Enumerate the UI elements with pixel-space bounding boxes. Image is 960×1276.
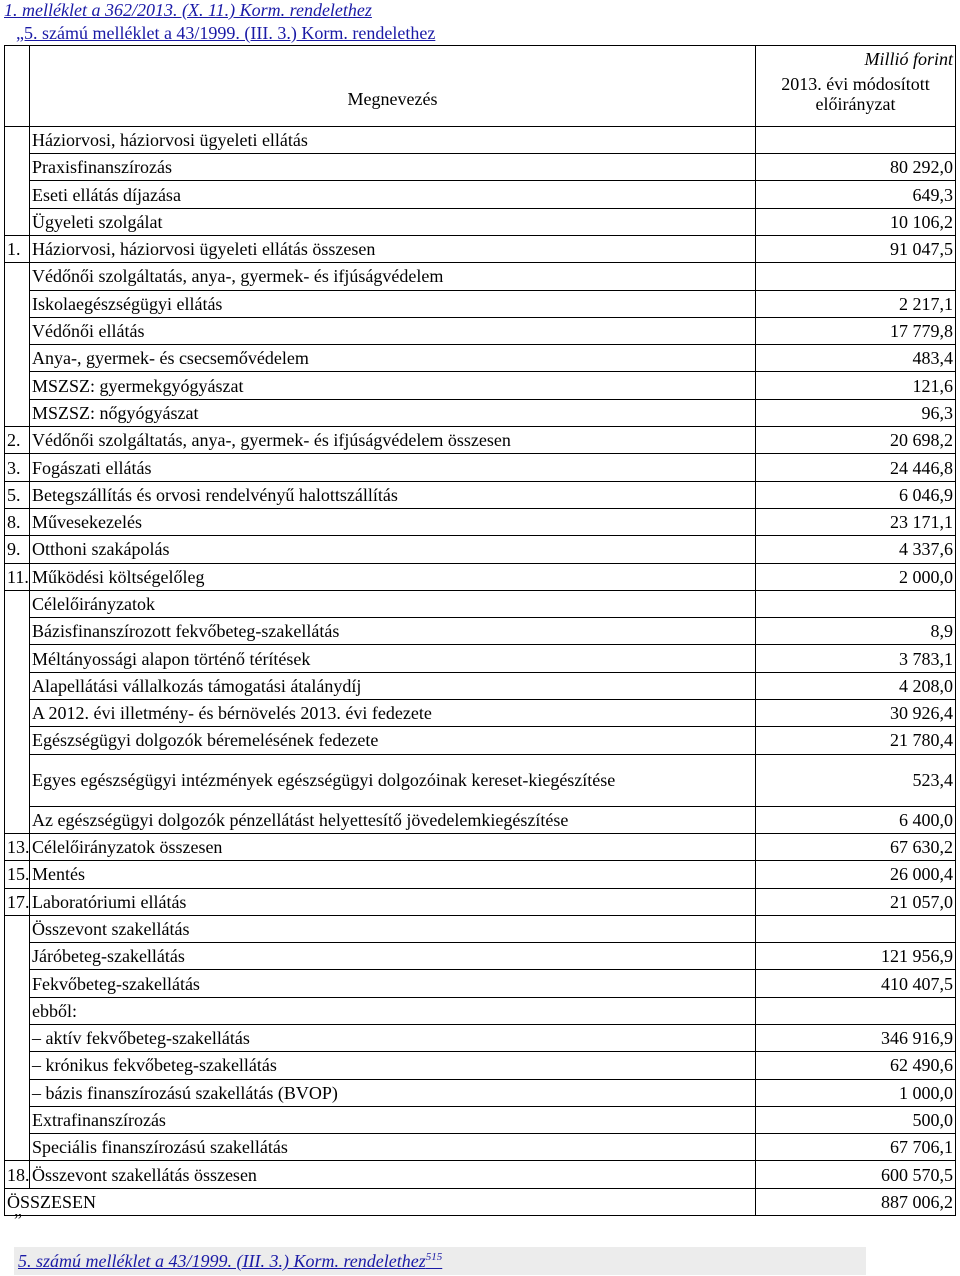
row-number	[5, 181, 30, 208]
table-row	[5, 208, 956, 235]
row-number	[5, 672, 30, 699]
row-value: 21 057,0	[756, 888, 956, 915]
row-value: 121,6	[756, 372, 956, 399]
row-value: 523,4	[756, 754, 956, 806]
row-value: 67 630,2	[756, 833, 956, 860]
table-row	[5, 372, 956, 399]
row-number	[5, 1052, 30, 1079]
row-number	[5, 997, 30, 1024]
row-value	[756, 590, 956, 617]
row-name: Művesekezelés	[30, 508, 756, 535]
table-row	[5, 508, 956, 535]
row-number	[5, 970, 30, 997]
row-number	[5, 943, 30, 970]
row-value: 600 570,5	[756, 1161, 956, 1188]
row-number	[5, 263, 30, 290]
table-row	[5, 454, 956, 481]
row-name: A 2012. évi illetmény- és bérnövelés 2013. évi fedezete	[30, 700, 756, 727]
row-value: 91 047,5	[756, 235, 956, 262]
row-number	[5, 126, 30, 153]
row-number	[5, 1106, 30, 1133]
table-row	[5, 645, 956, 672]
row-name: Eseti ellátás díjazása	[30, 181, 756, 208]
table-row	[5, 970, 956, 997]
unit-label: Millió forint	[756, 46, 956, 73]
row-value: 17 779,8	[756, 317, 956, 344]
row-name: Védőnői ellátás	[30, 317, 756, 344]
row-name: Háziorvosi, háziorvosi ügyeleti ellátás összesen	[30, 235, 756, 262]
table-row	[5, 481, 956, 508]
row-number	[5, 1025, 30, 1052]
row-value: 23 171,1	[756, 508, 956, 535]
table-header-row	[5, 72, 956, 126]
row-value: 6 046,9	[756, 481, 956, 508]
row-number	[5, 915, 30, 942]
budget-table	[4, 45, 956, 1216]
row-value: 1 000,0	[756, 1079, 956, 1106]
row-name: Anya-, gyermek- és csecsemővédelem	[30, 345, 756, 372]
table-row	[5, 727, 956, 754]
row-name: Háziorvosi, háziorvosi ügyeleti ellátás	[30, 126, 756, 153]
row-value: 21 780,4	[756, 727, 956, 754]
row-number: 2.	[5, 427, 30, 454]
row-name: Célelőirányzatok összesen	[30, 833, 756, 860]
row-name: Laboratóriumi ellátás	[30, 888, 756, 915]
table-row	[5, 672, 956, 699]
row-number	[5, 1134, 30, 1161]
row-number	[5, 754, 30, 806]
row-number	[5, 345, 30, 372]
row-number: 13.	[5, 833, 30, 860]
row-name: Praxisfinanszírozás	[30, 154, 756, 181]
table-header-row	[5, 46, 956, 73]
column-header-name: Megnevezés	[30, 72, 756, 126]
row-name: Ügyeleti szolgálat	[30, 208, 756, 235]
grand-total-label: ÖSSZESEN	[5, 1188, 756, 1215]
row-value	[756, 263, 956, 290]
table-row	[5, 915, 956, 942]
row-number	[5, 618, 30, 645]
row-value: 20 698,2	[756, 427, 956, 454]
row-number: 1.	[5, 235, 30, 262]
table-row	[5, 997, 956, 1024]
row-name: Extrafinanszírozás	[30, 1106, 756, 1133]
row-name: Fekvőbeteg-szakellátás	[30, 970, 756, 997]
row-number	[5, 208, 30, 235]
table-row	[5, 181, 956, 208]
row-name: – aktív fekvőbeteg-szakellátás	[30, 1025, 756, 1052]
row-value	[756, 915, 956, 942]
table-row	[5, 317, 956, 344]
row-name: Védőnői szolgáltatás, anya-, gyermek- és ifjúságvédelem	[30, 263, 756, 290]
table-row	[5, 833, 956, 860]
table-row	[5, 1025, 956, 1052]
row-number	[5, 700, 30, 727]
table-row	[5, 590, 956, 617]
row-value: 121 956,9	[756, 943, 956, 970]
row-value: 2 000,0	[756, 563, 956, 590]
table-row	[5, 618, 956, 645]
table-row	[5, 888, 956, 915]
row-name: Méltányossági alapon történő térítések	[30, 645, 756, 672]
row-name: Fogászati ellátás	[30, 454, 756, 481]
row-value: 10 106,2	[756, 208, 956, 235]
table-row	[5, 754, 956, 806]
row-number	[5, 290, 30, 317]
row-name: Működési költségelőleg	[30, 563, 756, 590]
row-number: 18.	[5, 1161, 30, 1188]
row-value: 6 400,0	[756, 806, 956, 833]
row-value: 3 783,1	[756, 645, 956, 672]
row-name: – bázis finanszírozású szakellátás (BVOP)	[30, 1079, 756, 1106]
row-name: Egészségügyi dolgozók béremelésének fedezete	[30, 727, 756, 754]
row-value: 500,0	[756, 1106, 956, 1133]
row-value	[756, 997, 956, 1024]
grand-total-value: 887 006,2	[756, 1188, 956, 1215]
table-row	[5, 235, 956, 262]
row-number	[5, 154, 30, 181]
table-row	[5, 806, 956, 833]
row-number: 5.	[5, 481, 30, 508]
row-value: 30 926,4	[756, 700, 956, 727]
table-row	[5, 1188, 956, 1215]
row-name: Betegszállítás és orvosi rendelvényű halottszállítás	[30, 481, 756, 508]
row-number	[5, 399, 30, 426]
closing-quote: ”	[14, 1210, 22, 1230]
row-value: 26 000,4	[756, 861, 956, 888]
row-name: Összevont szakellátás összesen	[30, 1161, 756, 1188]
table-row	[5, 154, 956, 181]
row-value: 62 490,6	[756, 1052, 956, 1079]
table-row	[5, 1106, 956, 1133]
row-value: 4 337,6	[756, 536, 956, 563]
row-value: 410 407,5	[756, 970, 956, 997]
table-row	[5, 943, 956, 970]
table-row	[5, 1134, 956, 1161]
row-number	[5, 590, 30, 617]
table-row	[5, 290, 956, 317]
row-value: 4 208,0	[756, 672, 956, 699]
row-name: MSZSZ: gyermekgyógyászat	[30, 372, 756, 399]
row-name: Összevont szakellátás	[30, 915, 756, 942]
row-value: 2 217,1	[756, 290, 956, 317]
row-name: Iskolaegészségügyi ellátás	[30, 290, 756, 317]
table-row	[5, 563, 956, 590]
row-name: Speciális finanszírozású szakellátás	[30, 1134, 756, 1161]
table-row	[5, 700, 956, 727]
row-number	[5, 645, 30, 672]
row-name: Egyes egészségügyi intézmények egészségügyi dolgozóinak kereset-kiegészítése	[30, 754, 756, 806]
row-value: 483,4	[756, 345, 956, 372]
row-value: 8,9	[756, 618, 956, 645]
row-number: 17.	[5, 888, 30, 915]
annex-reference-link[interactable]: „5. számú melléklet a 43/1999. (III. 3.) Korm. rendelethez	[16, 23, 436, 43]
amendment-reference-link[interactable]: 1. melléklet a 362/2013. (X. 11.) Korm. rendelethez	[4, 0, 372, 20]
row-number	[5, 806, 30, 833]
row-number	[5, 1079, 30, 1106]
table-row	[5, 126, 956, 153]
footer-annex-link[interactable]	[18, 1251, 442, 1272]
row-name: Alapellátási vállalkozás támogatási átalánydíj	[30, 672, 756, 699]
row-number: 3.	[5, 454, 30, 481]
row-number: 15.	[5, 861, 30, 888]
table-row	[5, 1161, 956, 1188]
row-name: Védőnői szolgáltatás, anya-, gyermek- és ifjúságvédelem összesen	[30, 427, 756, 454]
row-number: 9.	[5, 536, 30, 563]
row-name: Mentés	[30, 861, 756, 888]
table-row	[5, 345, 956, 372]
table-row	[5, 861, 956, 888]
table-row	[5, 1079, 956, 1106]
row-number	[5, 372, 30, 399]
table-row	[5, 263, 956, 290]
row-value: 67 706,1	[756, 1134, 956, 1161]
row-number	[5, 317, 30, 344]
row-name: – krónikus fekvőbeteg-szakellátás	[30, 1052, 756, 1079]
table-row	[5, 1052, 956, 1079]
table-row	[5, 399, 956, 426]
row-value: 649,3	[756, 181, 956, 208]
row-value: 346 916,9	[756, 1025, 956, 1052]
row-name: MSZSZ: nőgyógyászat	[30, 399, 756, 426]
row-name: ebből:	[30, 997, 756, 1024]
row-number: 8.	[5, 508, 30, 535]
row-name: Az egészségügyi dolgozók pénzellátást helyettesítő jövedelemkiegészítése	[30, 806, 756, 833]
table-row	[5, 427, 956, 454]
column-header-value: 2013. évi módosított előirányzat	[756, 72, 956, 126]
row-value	[756, 126, 956, 153]
row-number: 11.	[5, 563, 30, 590]
row-name: Járóbeteg-szakellátás	[30, 943, 756, 970]
row-name: Célelőirányzatok	[30, 590, 756, 617]
row-name: Bázisfinanszírozott fekvőbeteg-szakellátás	[30, 618, 756, 645]
row-value: 80 292,0	[756, 154, 956, 181]
row-name: Otthoni szakápolás	[30, 536, 756, 563]
footnote-reference[interactable]: 515	[425, 1251, 443, 1263]
table-row	[5, 536, 956, 563]
footer-annex-text: 5. számú melléklet a 43/1999. (III. 3.) Korm. rendelethez	[18, 1251, 426, 1271]
row-value: 24 446,8	[756, 454, 956, 481]
row-value: 96,3	[756, 399, 956, 426]
row-number	[5, 727, 30, 754]
